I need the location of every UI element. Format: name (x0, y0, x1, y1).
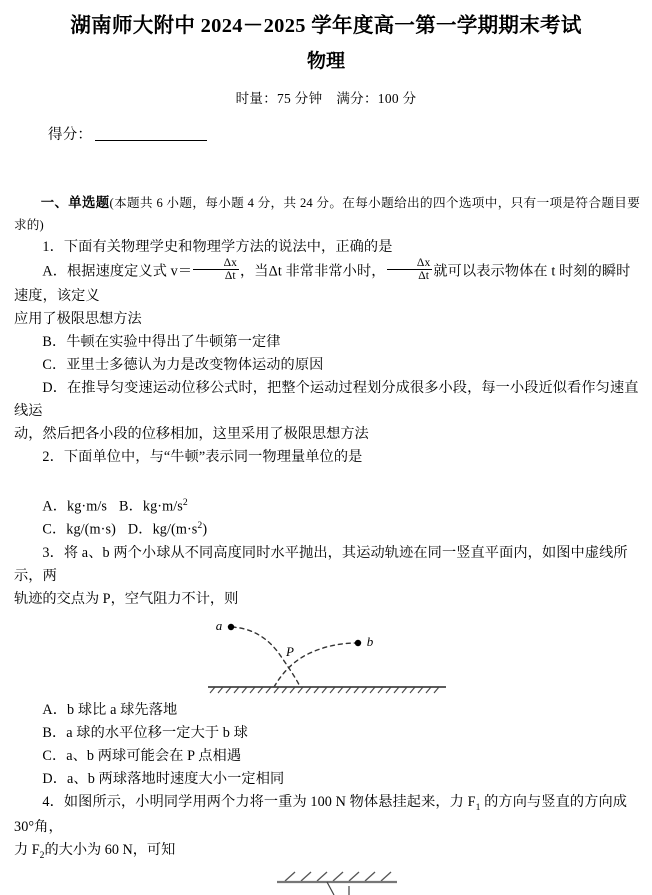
q1-option-a-post: 就可以表示物体在 t 时刻的瞬时速度，该定义 (14, 263, 631, 304)
ball-b-label: b (366, 634, 374, 650)
q1-option-a-mid: ，当Δt 非常非常小时， (240, 263, 386, 280)
question-2-options-row-1 (14, 495, 640, 519)
fraction-numerator: Δx (223, 256, 238, 270)
exam-content (0, 192, 652, 895)
question-3-figure (14, 615, 640, 697)
q4-force-2-subscript: 2 (39, 849, 45, 861)
fraction-delta-x-delta-t-2 (387, 257, 433, 283)
q2-option-b-label: B． (119, 498, 143, 515)
score-label: 得分： (48, 127, 93, 144)
fraction-denominator: Δt (387, 269, 433, 282)
question-1-option-d: D．在推导匀变速运动位移公式时，把整个运动过程划分成很多小段，每一小段近似看作匀速直线运 (14, 379, 639, 419)
force-f1-line (327, 882, 334, 895)
score-blank-line[interactable] (95, 126, 207, 142)
ball-b-marker (355, 640, 361, 646)
question-3-stem: 3．将 a、b 两个小球从不同高度同时水平抛出，其运动轨迹在同一竖直平面内，如图中虚线所示，两 (14, 545, 628, 585)
ground-hatching (210, 687, 439, 693)
q2-option-b-value: kg·m/s (142, 498, 183, 515)
page-title: 湖南师大附中 2024－2025 学年度高一第一学期期末考试 (70, 15, 582, 37)
q4-stem-wrap-post: 的大小为 60 N，可知 (44, 841, 176, 858)
q1-option-a-pre: A．根据速度定义式 v＝ (42, 263, 193, 280)
question-3-stem-wrap: 轨迹的交点为 P，空气阻力不计，则 (14, 591, 239, 608)
question-4-stem-wrap (14, 839, 640, 863)
score-row (0, 107, 652, 144)
fraction-delta-x-delta-t-1 (193, 257, 239, 283)
total-score-label: 满分：100 分 (336, 91, 417, 107)
question-1-option-d-wrap: 动，然后把各小段的位移相加，这里采用了极限思想方法 (14, 425, 369, 442)
q2-option-d-exponent: 2 (197, 520, 203, 532)
fraction-denominator: Δt (193, 269, 239, 282)
ceiling-support-diagram (197, 869, 457, 895)
question-1-option-c: C．亚里士多德认为力是改变物体运动的原因 (42, 356, 324, 373)
q2-option-a-value: kg·m/s (67, 498, 108, 515)
question-3-option-b: B．a 球的水平位移一定大于 b 球 (42, 725, 248, 742)
q4-stem-wrap-pre: 力 F (14, 841, 40, 858)
section-1-title: 一、单选题 (40, 195, 110, 211)
q2-option-d-value-pre: kg/(m·s (152, 522, 198, 539)
q2-option-c-label: C． (42, 522, 67, 539)
question-2-options-row-2 (14, 518, 640, 542)
q4-force-1-subscript: 1 (475, 802, 481, 814)
fraction-numerator: Δx (416, 256, 431, 270)
intersection-point-label: P (286, 644, 294, 660)
projectile-trajectory-diagram (202, 615, 452, 697)
q2-option-d-label: D． (127, 522, 153, 539)
q2-option-c-value: kg/(m·s) (66, 522, 116, 539)
question-2-spacer (14, 469, 640, 495)
question-2-stem: 2．下面单位中，与“牛顿”表示同一物理量单位的是 (42, 448, 363, 465)
q2-option-a-label: A． (42, 498, 68, 515)
question-1-stem: 1．下面有关物理学史和物理学方法的说法中，正确的是 (42, 239, 393, 256)
question-3-option-a: A．b 球比 a 球先落地 (42, 702, 178, 719)
exam-meta (0, 73, 652, 107)
q4-stem-pre: 4．如图所示，小明同学用两个力将一重为 100 N 物体悬挂起来，力 F (42, 794, 476, 811)
ceiling-hatching (285, 872, 391, 881)
section-1-heading (14, 192, 640, 236)
question-1-option-b: B．牛顿在实验中得出了牛顿第一定律 (42, 333, 281, 350)
question-4-figure (14, 869, 640, 895)
question-1-option-a (14, 256, 640, 308)
ball-a-marker (228, 624, 234, 630)
question-3-option-d: D．a、b 两球落地时速度大小一定相同 (42, 771, 285, 788)
q2-option-b-exponent: 2 (182, 496, 188, 508)
duration-label: 时量：75 分钟 (235, 91, 323, 107)
q4-stem-mid: 的方向与竖直的方向成 30°角， (14, 794, 628, 835)
ball-a-label: a (215, 618, 223, 634)
q2-option-d-value-post: ) (202, 522, 208, 539)
question-4-stem (14, 791, 640, 838)
question-1-option-a-wrap: 应用了极限思想方法 (14, 310, 142, 327)
section-1-description: (本题共 6 小题，每小题 4 分，共 24 分。在每小题给出的四个选项中，只有一项是符合题目要求的) (14, 196, 640, 233)
subject-title: 物理 (306, 50, 345, 72)
question-3-option-c: C．a、b 两球可能会在 P 点相遇 (42, 748, 242, 765)
